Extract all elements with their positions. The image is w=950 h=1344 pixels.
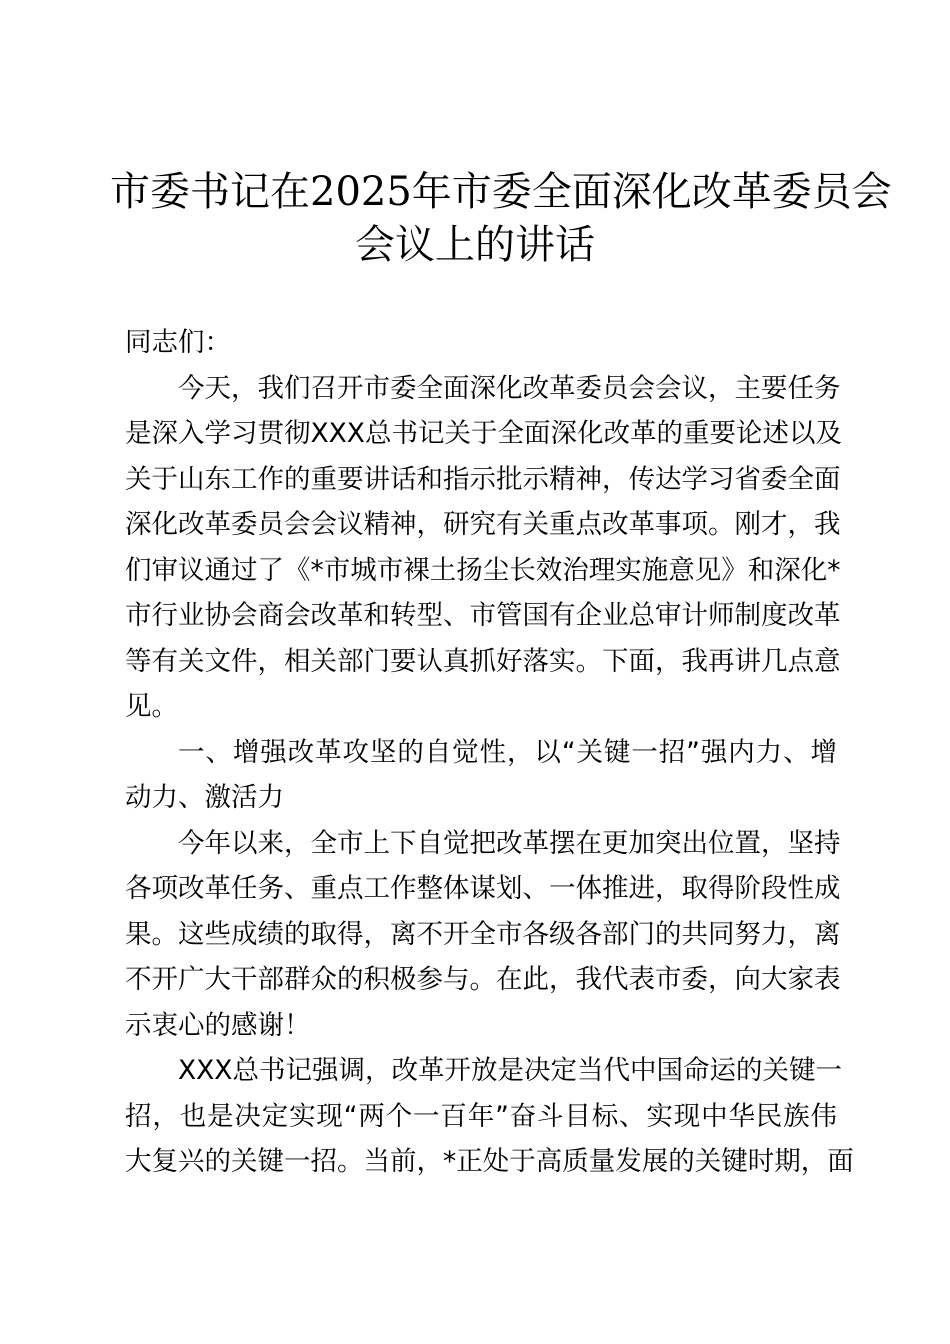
paragraph-line: 大复兴的关键一招。当前，*正处于高质量发展的关键时期，面 [125, 1146, 854, 1177]
paragraph-achievements [125, 821, 841, 1049]
paragraph-line: 示衷心的感谢！ [125, 1009, 311, 1041]
salutation [125, 320, 837, 366]
paragraph-line: 今天，我们召开市委全面深化改革委员会会议，主要任务 [178, 372, 841, 404]
section-heading-one [125, 730, 837, 821]
document-title [110, 166, 892, 272]
paragraph-line: 们审议通过了《*市城市裸土扬尘长效治理实施意见》和深化* [125, 554, 841, 586]
title-line: 市委书记在2025年市委全面深化改革委员会 [110, 169, 892, 215]
paragraph-line: 市行业协会商会改革和转型、市管国有企业总审计师制度改革 [125, 600, 841, 631]
paragraph-opening [125, 366, 842, 730]
paragraph-line: 各项改革任务、重点工作整体谋划、一体推进，取得阶段性成 [125, 873, 841, 904]
paragraph-line: 深化改革委员会会议精神，研究有关重点改革事项。刚才，我 [125, 509, 841, 540]
paragraph-line: XXX总书记强调，改革开放是决定当代中国命运的关键一 [178, 1055, 842, 1086]
paragraph-line: 果。这些成绩的取得，离不开全市各级各部门的共同努力，离 [125, 918, 841, 950]
paragraph-line: 见。 [125, 691, 178, 722]
paragraph-line: 关于山东工作的重要讲话和指示批示精神，传达学习省委全面 [125, 463, 841, 495]
paragraph-line: 不开广大干部群众的积极参与。在此，我代表市委，向大家表 [125, 964, 841, 995]
title-line: 会议上的讲话 [355, 222, 595, 268]
paragraph-line: 是深入学习贯彻XXX总书记关于全面深化改革的重要论述以及 [125, 418, 842, 449]
heading-line: 动力、激活力 [125, 782, 284, 813]
heading-line: 一、增强改革攻坚的自觉性，以“关键一招”强内力、增 [178, 736, 837, 768]
document-body [125, 320, 854, 1185]
paragraph-line: 今年以来，全市上下自觉把改革摆在更加突出位置，坚持 [178, 827, 841, 859]
salutation-text: 同志们： [125, 327, 231, 358]
paragraph-key-move [125, 1048, 854, 1185]
paragraph-line: 等有关文件，相关部门要认真抓好落实。下面，我再讲几点意 [125, 645, 841, 677]
paragraph-line: 招，也是决定实现“两个一百年”奋斗目标、实现中华民族伟 [125, 1100, 837, 1132]
